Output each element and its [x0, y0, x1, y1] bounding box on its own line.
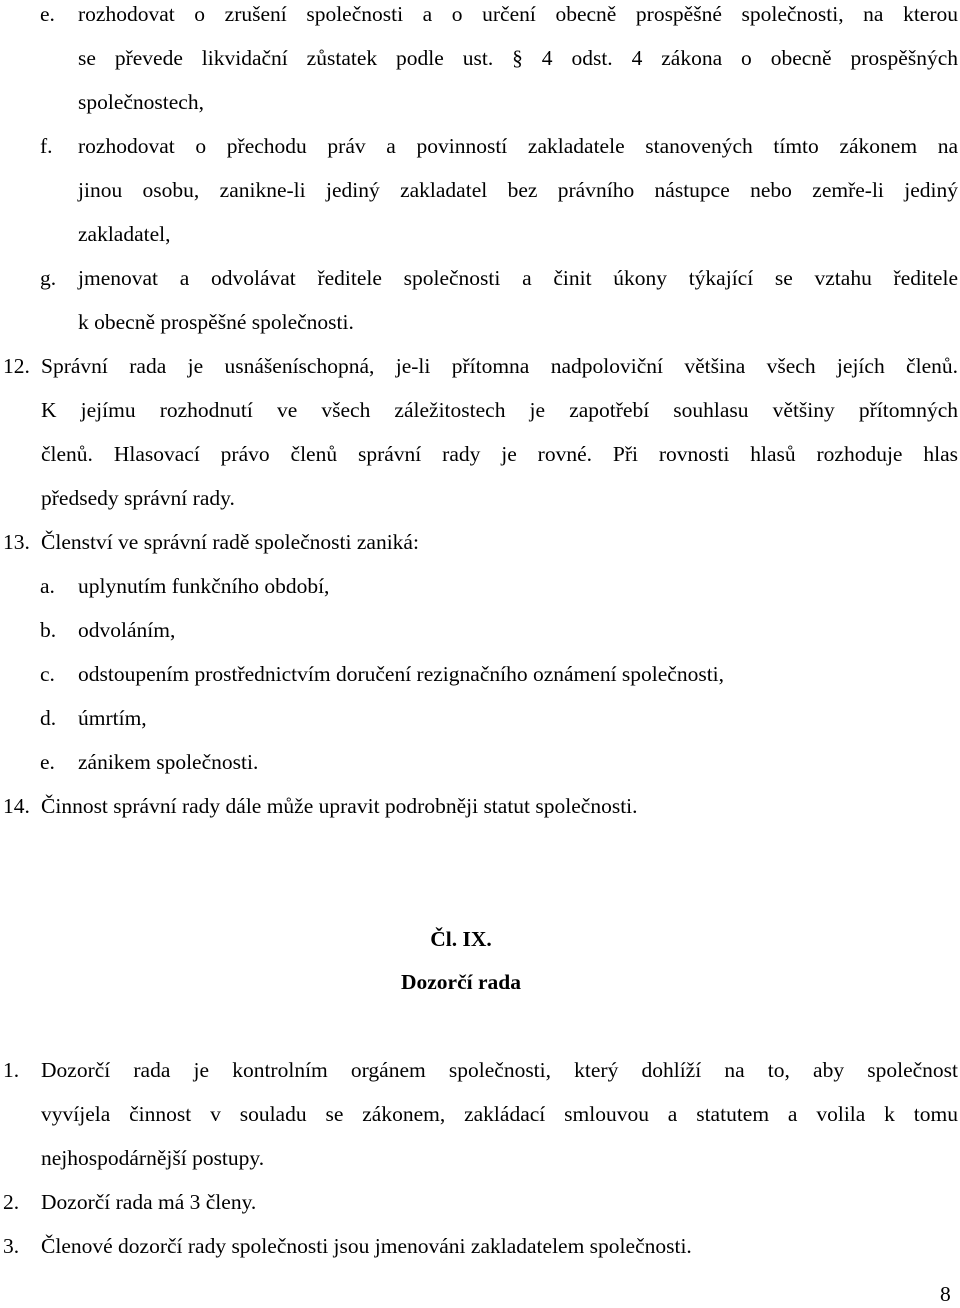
item-f-line-2: jinou osobu, zanikne-li jediný zakladatel bez právního nástupce nebo zemře-li jediný [78, 178, 958, 202]
item-g-line-1: jmenovat a odvolávat ředitele společnosti a činit úkony týkající se vztahu ředitele [78, 266, 958, 290]
item-e-line-3: společnostech, [78, 90, 204, 114]
section-13-intro: Členství ve správní radě společnosti zaniká: [41, 530, 419, 554]
section-14-number: 14. [3, 794, 30, 818]
list-label-d: d. [40, 706, 57, 730]
section-12-line-2: K jejímu rozhodnutí ve všech záležitostech je zapotřebí souhlasu většiny přítomných [41, 398, 958, 422]
article-item-1-number: 1. [3, 1058, 20, 1082]
article-item-1-line-3: nejhospodárnější postupy. [41, 1146, 265, 1170]
list-label-c: c. [40, 662, 55, 686]
list-label-e: e. [40, 2, 55, 26]
list-label-g: g. [40, 266, 57, 290]
list-item: uplynutím funkčního období, [78, 574, 330, 598]
item-e-line-1: rozhodovat o zrušení společnosti a o určení obecně prospěšné společnosti, na kterou [78, 2, 958, 26]
list-item: odstoupením prostřednictvím doručení rezignačního oznámení společnosti, [78, 662, 725, 686]
article-title: Dozorčí rada [400, 970, 521, 994]
page-number: 8 [940, 1282, 951, 1306]
list-item: úmrtím, [78, 706, 147, 730]
list-label-e2: e. [40, 750, 55, 774]
list-label-b: b. [40, 618, 57, 642]
item-f-line-1: rozhodovat o přechodu práv a povinností zakladatele stanovených tímto zákonem na [78, 134, 958, 158]
list-item: zánikem společnosti. [78, 750, 259, 774]
list-label-f: f. [40, 134, 53, 158]
item-f-line-3: zakladatel, [78, 222, 171, 246]
article-item-1-line-1: Dozorčí rada je kontrolním orgánem společnosti, který dohlíží na to, aby společnost [41, 1058, 958, 1082]
section-12-line-1: Správní rada je usnášeníschopná, je-li přítomna nadpoloviční většina všech jejích členů. [41, 354, 958, 378]
section-14-text: Činnost správní rady dále může upravit podrobněji statut společnosti. [41, 794, 638, 818]
section-12-line-3: členů. Hlasovací právo členů správní rady je rovné. Při rovnosti hlasů rozhoduje hlas [41, 442, 958, 466]
list-item: odvoláním, [78, 618, 176, 642]
section-12-number: 12. [3, 354, 30, 378]
article-item-3-text: Členové dozorčí rady společnosti jsou jmenováni zakladatelem společnosti. [41, 1234, 692, 1258]
item-e-line-2: se převede likvidační zůstatek podle ust. § 4 odst. 4 zákona o obecně prospěšných [78, 46, 958, 70]
article-item-1-line-2: vyvíjela činnost v souladu se zákonem, zakládací smlouvou a statutem a volila k tomu [41, 1102, 958, 1126]
article-item-2-text: Dozorčí rada má 3 členy. [41, 1190, 257, 1214]
item-g-line-2: k obecně prospěšné společnosti. [78, 310, 354, 334]
section-12-line-4: předsedy správní rady. [41, 486, 235, 510]
article-item-3-number: 3. [3, 1234, 20, 1258]
section-13-number: 13. [3, 530, 30, 554]
article-number: Čl. IX. [430, 927, 492, 951]
article-item-2-number: 2. [3, 1190, 20, 1214]
list-label-a: a. [40, 574, 55, 598]
